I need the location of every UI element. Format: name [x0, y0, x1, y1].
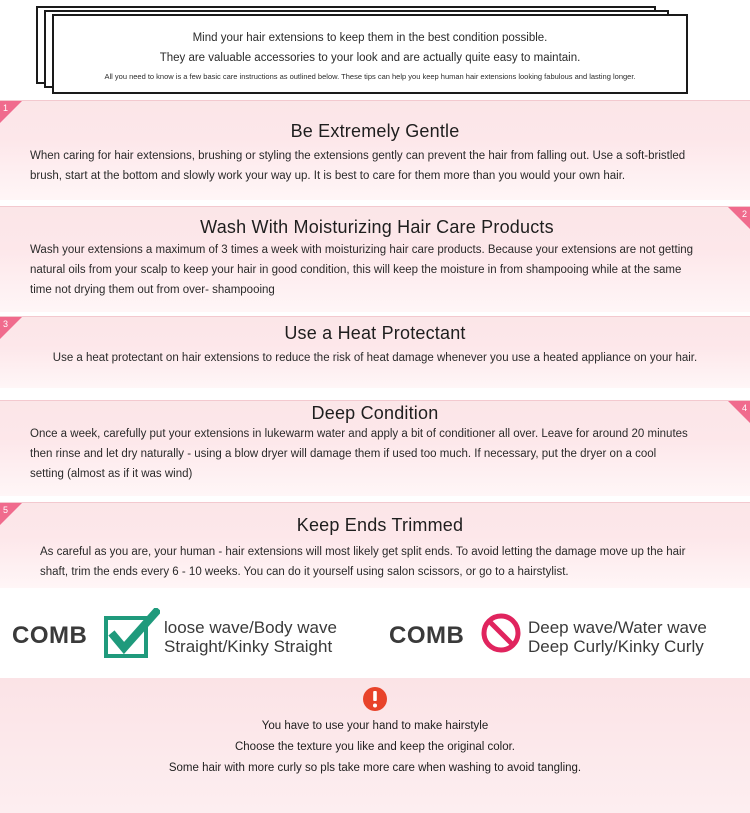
prohibited-textures [528, 618, 707, 656]
exclamation-icon [362, 686, 388, 712]
tip-section-5 [0, 502, 750, 588]
tip-title: Use a Heat Protectant [284, 323, 466, 343]
comb-label-allowed: COMB [12, 622, 88, 649]
tip-line: natural oils from your scalp to keep your hair in good condition, this will keep the moisture in from shampooing while at the same [30, 264, 682, 276]
intro-card [52, 14, 688, 94]
tip-number: 1 [3, 103, 9, 113]
tip-title: Wash With Moisturizing Hair Care Products [200, 217, 554, 237]
tip-line: brush, start at the bottom and slowly work your way up. It is best to care for them more than you would your own hair. [30, 170, 626, 182]
tip-section-2 [0, 206, 750, 312]
comb-guide-row [0, 594, 750, 678]
tip-title: Be Extremely Gentle [290, 121, 460, 141]
allowed-texture-line: Straight/Kinky Straight [164, 637, 333, 656]
tip-line: setting (almost as if it was wind) [30, 468, 193, 480]
tip-line: Once a week, carefully put your extensions in lukewarm water and apply a bit of conditioner all over. Leave for around 20 minutes [30, 428, 688, 440]
prohibited-texture-line: Deep wave/Water wave [528, 618, 707, 637]
tip-line: Wash your extensions a maximum of 3 times a week with moisturizing hair care products. Because your extensions are not getting [30, 244, 694, 256]
tip-number: 5 [3, 505, 9, 515]
tip-section-3 [0, 316, 750, 388]
prohibited-icon [480, 612, 522, 654]
tip-line: shaft, trim the ends every 6 - 10 weeks. You can do it yourself using salon scissors, or go to a hairstylist. [40, 566, 569, 578]
tip-line: then rinse and let dry naturally - using a blow dryer will damage them if used too much. If necessary, put the dryer on a cool [30, 448, 657, 460]
check-icon [104, 608, 158, 658]
notice-line: You have to use your hand to make hairstyle [261, 720, 489, 732]
prohibited-texture-line: Deep Curly/Kinky Curly [528, 637, 704, 656]
tip-section-1 [0, 100, 750, 200]
tip-title: Keep Ends Trimmed [296, 515, 464, 535]
notice-line: Some hair with more curly so pls take more care when washing to avoid tangling. [168, 762, 582, 774]
tip-line: time not drying them out from over- shampooing [30, 284, 275, 296]
intro-line-1: Mind your hair extensions to keep them in the best condition possible. [192, 32, 548, 44]
tip-line: Use a heat protectant on hair extensions to reduce the risk of heat damage whenever you use a heated appliance on your hair. [52, 352, 698, 364]
comb-label-prohibited: COMB [389, 622, 465, 649]
tip-section-4 [0, 400, 750, 496]
intro-line-3: All you need to know is a few basic care instructions as outlined below. These tips can help you keep human hair extensions looking fabulous and lasting longer. [104, 72, 636, 81]
notice-line: Choose the texture you like and keep the original color. [234, 741, 515, 753]
intro-line-2: They are valuable accessories to your look and are actually quite easy to maintain. [159, 52, 581, 64]
allowed-texture-line: loose wave/Body wave [164, 618, 337, 637]
tip-number: 2 [741, 209, 747, 219]
tip-number: 4 [741, 403, 747, 413]
tip-title: Deep Condition [311, 403, 439, 423]
tip-line: As careful as you are, your human - hair extensions will most likely get split ends. To avoid letting the damage move up the hair [40, 546, 686, 558]
tip-line: When caring for hair extensions, brushing or styling the extensions gently can prevent the hair from falling out. Use a soft-bristled [30, 150, 686, 162]
notice-panel [0, 678, 750, 813]
tip-number: 3 [3, 319, 9, 329]
intro-card-stack [36, 6, 688, 94]
allowed-textures [164, 618, 337, 656]
